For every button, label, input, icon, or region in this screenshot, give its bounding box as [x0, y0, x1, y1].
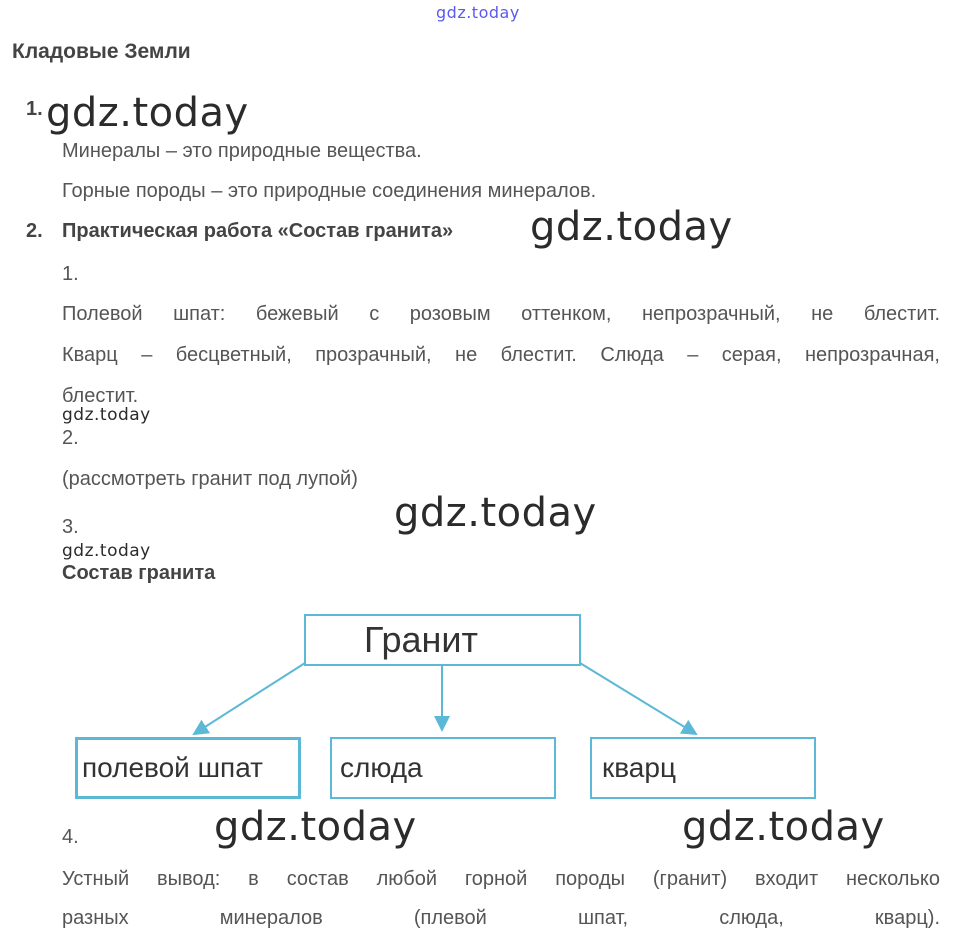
diagram-title: Состав гранита: [62, 562, 216, 584]
task-title: Практическая работа «Состав гранита»: [62, 220, 454, 242]
diagram-child-box: [75, 737, 301, 799]
text-line: блестит.: [62, 385, 139, 407]
step-number: 4.: [62, 826, 79, 848]
diagram-child-label: кварц: [602, 752, 676, 783]
text-line: Минералы – это природные вещества.: [62, 140, 422, 162]
watermark: gdz.today: [394, 490, 597, 536]
diagram-child-box: [330, 737, 556, 799]
page-title: Кладовые Земли: [12, 40, 191, 63]
arrow-line: [580, 663, 696, 734]
watermark: gdz.today: [214, 804, 417, 850]
text-line: Устный вывод: в состав любой горной породы (гранит) входит несколько: [62, 868, 940, 890]
text-line: Кварц – бесцветный, прозрачный, не блестит. Слюда – серая, непрозрачная,: [62, 344, 940, 366]
text-line: Полевой шпат: бежевый с розовым оттенком, непрозрачный, не блестит.: [62, 303, 940, 325]
task-number: 2.: [26, 220, 43, 242]
arrow-line: [194, 663, 305, 734]
diagram-root-label: Гранит: [364, 619, 478, 660]
step-number: 2.: [62, 427, 79, 449]
watermark: gdz.today: [530, 204, 733, 250]
step-number: 1.: [62, 263, 79, 285]
watermark: gdz.today: [46, 90, 249, 136]
watermark: gdz.today: [62, 541, 151, 561]
text-line: Горные породы – это природные соединения минералов.: [62, 180, 597, 202]
diagram-child-label: слюда: [340, 752, 423, 783]
diagram-child-label: полевой шпат: [82, 752, 263, 783]
text-line: (рассмотреть гранит под лупой): [62, 468, 358, 490]
diagram-root-box: [304, 614, 581, 666]
text-line: разных минералов (плевой шпат, слюда, кварц).: [62, 907, 940, 929]
watermark: gdz.today: [682, 804, 885, 850]
task-number: 1.: [26, 98, 43, 120]
step-number: 3.: [62, 516, 79, 538]
watermark: gdz.today: [62, 405, 151, 425]
watermark-top: gdz.today: [436, 3, 520, 22]
diagram-child-box: [590, 737, 816, 799]
